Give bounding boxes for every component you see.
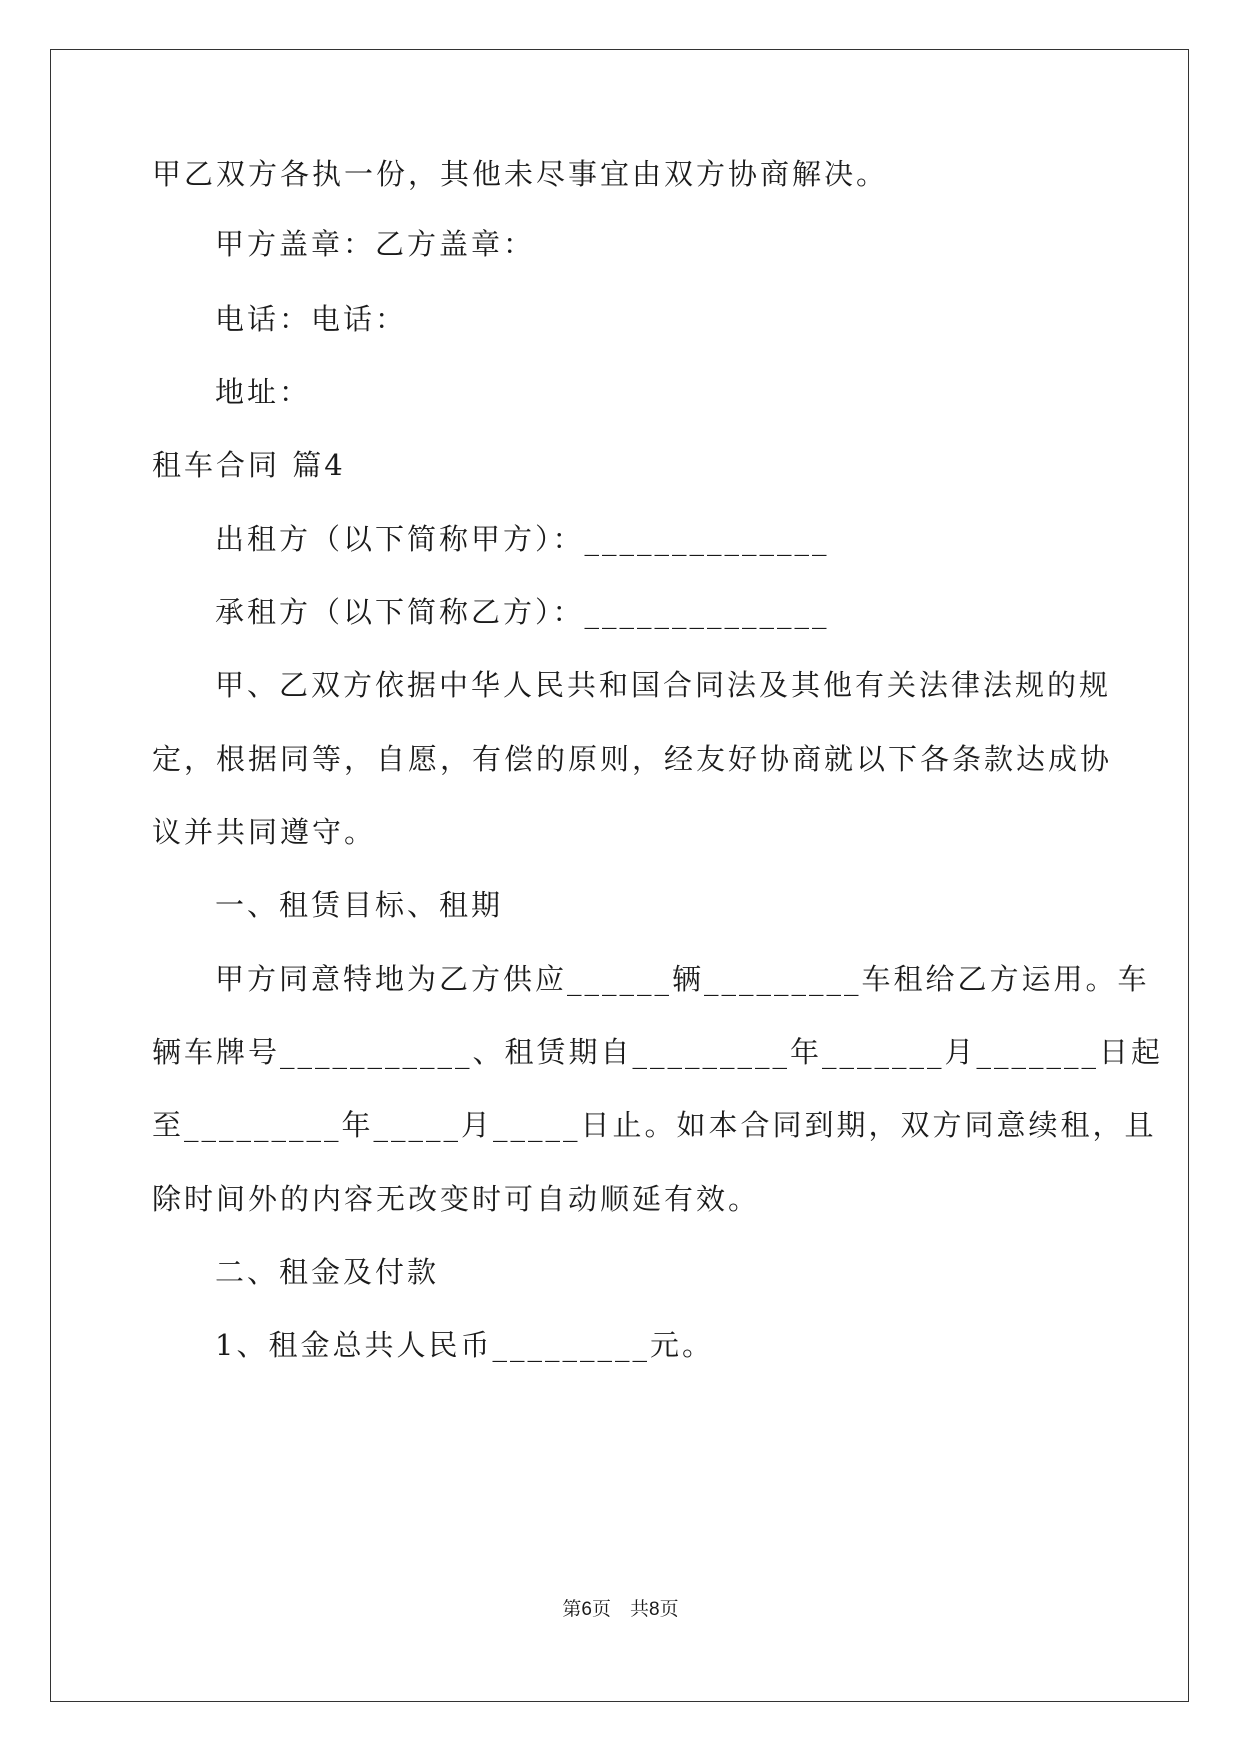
- lessor-line: 出租方（以下简称甲方）：______________: [215, 522, 830, 556]
- lessee-line: 承租方（以下简称乙方）：______________: [215, 595, 830, 629]
- heading-lease-subject: 一、租赁目标、租期: [215, 888, 504, 922]
- footer-prefix: 第: [562, 1598, 582, 1620]
- page-frame: [50, 49, 1189, 1702]
- address-line: 地址：: [215, 375, 312, 409]
- section-title: 租车合同 篇4: [152, 448, 346, 482]
- seal-line: 甲方盖章：乙方盖章：: [215, 227, 536, 261]
- phone-line: 电话：电话：: [215, 302, 408, 336]
- heading-rent-payment: 二、租金及付款: [215, 1255, 440, 1289]
- rent-total-line: 1、租金总共人民币_________元。: [215, 1328, 714, 1362]
- lease-clause-line-3: 至_________年_____月_____日止。如本合同到期，双方同意续租，且: [152, 1108, 1157, 1142]
- preamble-line-1: 甲、乙双方依据中华人民共和国合同法及其他有关法律法规的规: [215, 668, 1112, 702]
- footer-mid: 页 共: [591, 1598, 649, 1620]
- preamble-line-3: 议并共同遵守。: [152, 815, 377, 849]
- footer-total-pages: 8: [649, 1599, 660, 1620]
- closing-clause: 甲乙双方各执一份，其他未尽事宜由双方协商解决。: [152, 157, 889, 191]
- lease-clause-line-4: 除时间外的内容无改变时可自动顺延有效。: [152, 1182, 761, 1216]
- lease-clause-line-1: 甲方同意特地为乙方供应______辆_________车租给乙方运用。车: [215, 962, 1150, 996]
- page-footer: [0, 1600, 1241, 1619]
- lease-clause-line-2: 辆车牌号___________、租赁期自_________年_______月_______日起: [152, 1035, 1164, 1069]
- footer-suffix: 页: [659, 1598, 679, 1620]
- preamble-line-2: 定，根据同等，自愿，有偿的原则，经友好协商就以下各条款达成协: [152, 742, 1113, 776]
- footer-current-page: 6: [581, 1599, 592, 1620]
